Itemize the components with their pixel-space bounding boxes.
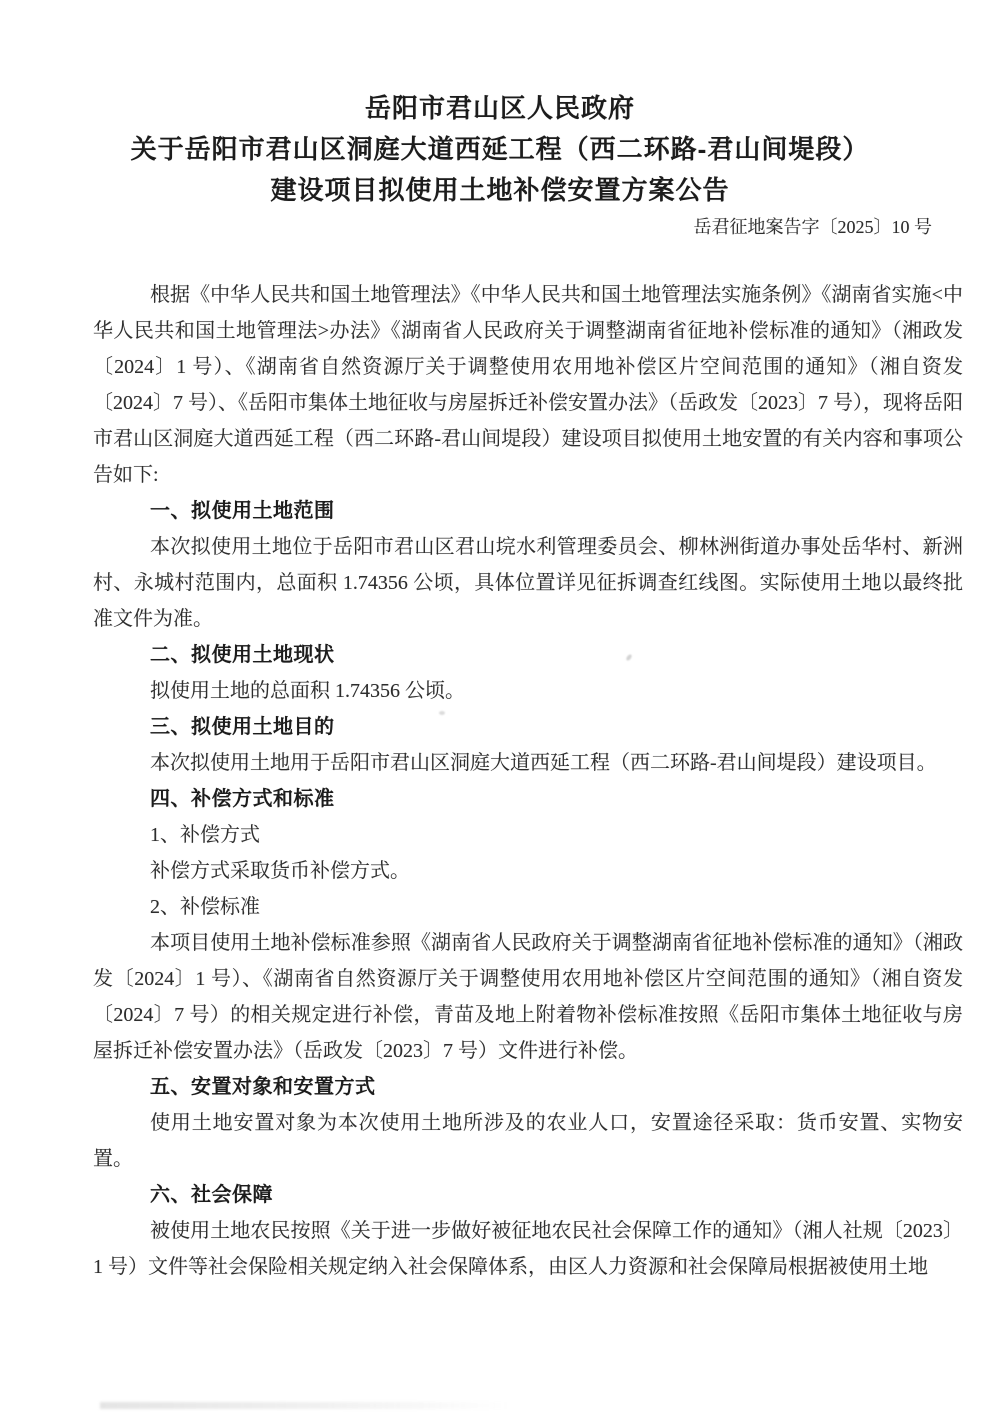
page-bottom-cutoff-text-artifact (100, 1402, 510, 1409)
section-3-paragraph: 本次拟使用土地用于岳阳市君山区洞庭大道西延工程（西二环路-君山间堤段）建设项目。 (150, 752, 937, 774)
section-5-heading: 五、安置对象和安置方式 (150, 1076, 376, 1098)
document-reference-number: 岳君征地案告字〔2025〕10 号 (693, 217, 932, 237)
section-2-heading: 二、拟使用土地现状 (150, 644, 335, 666)
section-2-paragraph: 拟使用土地的总面积 1.74356 公顷。 (150, 680, 465, 702)
document-title (0, 0, 1000, 211)
section-4-subitem-1: 1、补偿方式 (150, 824, 260, 846)
title-line-3: 建设项目拟使用土地补偿安置方案公告 (270, 175, 730, 205)
intro-paragraph: 根据《中华人民共和国土地管理法》《中华人民共和国土地管理法实施条例》《湖南省实施<中华人民共和国土地管理法>办法》《湖南省人民政府关于调整湖南省征地补偿标准的通知》（湘政发〔2024〕1 号）、《湖南省自然资源厅关于调整使用农用地补偿区片空间范围的通知》（湘自资发〔2024〕7 号）、《岳阳市集体土地征收与房屋拆迁补偿安置办法》（岳政发〔2023〕7 号），现将岳阳市君山区洞庭大道西延工程（西二环路-君山间堤段）建设项目拟使用土地安置的有关内容和事项公告如下: (93, 284, 963, 486)
section-1-heading: 一、拟使用土地范围 (150, 500, 335, 522)
document-header (0, 0, 1000, 241)
scan-noise-speck (439, 711, 445, 715)
section-4-paragraph-2: 本项目使用土地补偿标准参照《湖南省人民政府关于调整湖南省征地补偿标准的通知》（湘政发〔2024〕1 号）、《湖南省自然资源厅关于调整使用农用地补偿区片空间范围的通知》（湘自资发〔2024〕7 号）的相关规定进行补偿，青苗及地上附着物补偿标准按照《岳阳市集体土地征收与房屋拆迁补偿安置办法》（岳政发〔2023〕7 号）文件进行补偿。 (93, 932, 963, 1062)
section-4-subitem-2: 2、补偿标准 (150, 896, 260, 918)
section-6-paragraph: 被使用土地农民按照《关于进一步做好被征地农民社会保障工作的通知》（湘人社规〔2023〕1 号）文件等社会保险相关规定纳入社会保障体系，由区人力资源和社会保障局根据被使用土地 (93, 1220, 963, 1278)
document-body (93, 277, 963, 1285)
title-line-2: 关于岳阳市君山区洞庭大道西延工程（西二环路-君山间堤段） (130, 134, 870, 164)
section-5-paragraph: 使用土地安置对象为本次使用土地所涉及的农业人口，安置途径采取：货币安置、实物安置。 (93, 1112, 963, 1170)
section-1-paragraph: 本次拟使用土地位于岳阳市君山区君山垸水利管理委员会、柳林洲街道办事处岳华村、新洲村、永城村范围内，总面积 1.74356 公顷，具体位置详见征拆调查红线图。实际使用土地以最终批准文件为准。 (93, 536, 963, 630)
title-line-1: 岳阳市君山区人民政府 (364, 93, 635, 123)
section-4-heading: 四、补偿方式和标准 (150, 788, 335, 810)
section-3-heading: 三、拟使用土地目的 (150, 716, 335, 738)
section-6-heading: 六、社会保障 (150, 1184, 273, 1206)
section-4-paragraph-1: 补偿方式采取货币补偿方式。 (150, 860, 410, 882)
